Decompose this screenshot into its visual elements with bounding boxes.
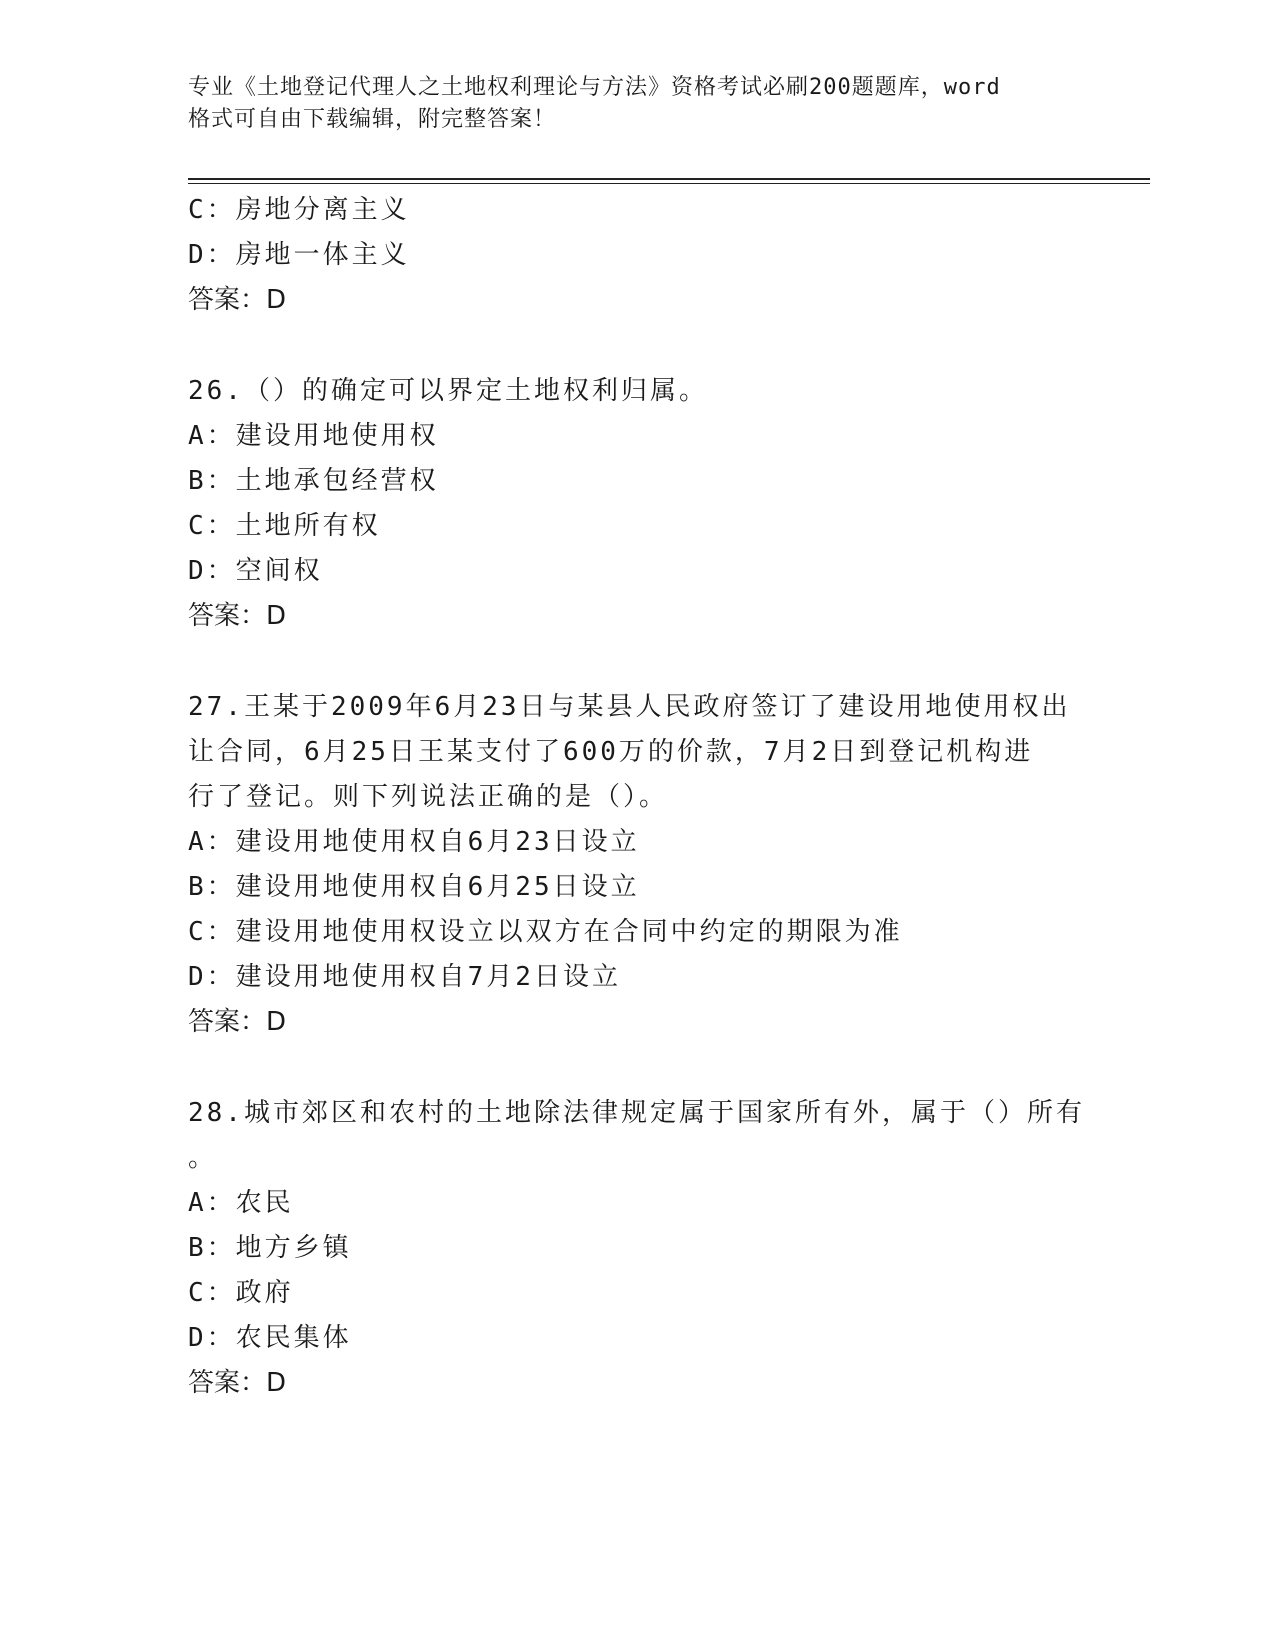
question-text: 26.（）的确定可以界定土地权利归属。 <box>188 376 708 406</box>
option-b: B：地方乡镇 <box>188 1233 352 1263</box>
spacer <box>188 323 1088 369</box>
option-a: A：建设用地使用权 <box>188 421 439 451</box>
question-26 <box>188 369 1088 639</box>
answer: 答案：D <box>188 285 287 315</box>
option-c: C：土地所有权 <box>188 511 381 541</box>
option-d: D：空间权 <box>188 556 323 586</box>
question-25-continued <box>188 188 1088 323</box>
answer: 答案：D <box>188 1007 287 1037</box>
answer: 答案：D <box>188 1368 287 1398</box>
option-c: C：政府 <box>188 1278 294 1308</box>
option-c: C：房地分离主义 <box>188 195 410 225</box>
option-d: D：房地一体主义 <box>188 240 410 270</box>
option-a: A：建设用地使用权自6月23日设立 <box>188 827 640 857</box>
header-rule-thin <box>188 183 1150 184</box>
question-text: 行了登记。则下列说法正确的是（）。 <box>188 782 669 812</box>
option-d: D：建设用地使用权自7月2日设立 <box>188 962 621 992</box>
question-text: 。 <box>188 1143 218 1173</box>
question-text: 28.城市郊区和农村的土地除法律规定属于国家所有外，属于（）所有 <box>188 1098 1085 1128</box>
option-c: C：建设用地使用权设立以双方在合同中约定的期限为准 <box>188 917 903 947</box>
option-d: D：农民集体 <box>188 1323 352 1353</box>
header-line-1: 专业《土地登记代理人之土地权利理论与方法》资格考试必刷200题题库，word <box>188 75 1001 100</box>
question-text: 27.王某于2009年6月23日与某县人民政府签订了建设用地使用权出 <box>188 692 1071 722</box>
answer: 答案：D <box>188 601 287 631</box>
page-header <box>188 72 1088 136</box>
header-rule-thick <box>188 178 1150 180</box>
spacer <box>188 1045 1088 1091</box>
question-content <box>188 188 1088 1406</box>
option-b: B：建设用地使用权自6月25日设立 <box>188 872 640 902</box>
header-line-2: 格式可自由下载编辑，附完整答案！ <box>188 107 557 132</box>
question-28 <box>188 1091 1088 1406</box>
option-b: B：土地承包经营权 <box>188 466 439 496</box>
spacer <box>188 639 1088 685</box>
question-27 <box>188 685 1088 1045</box>
question-text: 让合同，6月25日王某支付了600万的价款，7月2日到登记机构进 <box>188 737 1034 767</box>
option-a: A：农民 <box>188 1188 294 1218</box>
